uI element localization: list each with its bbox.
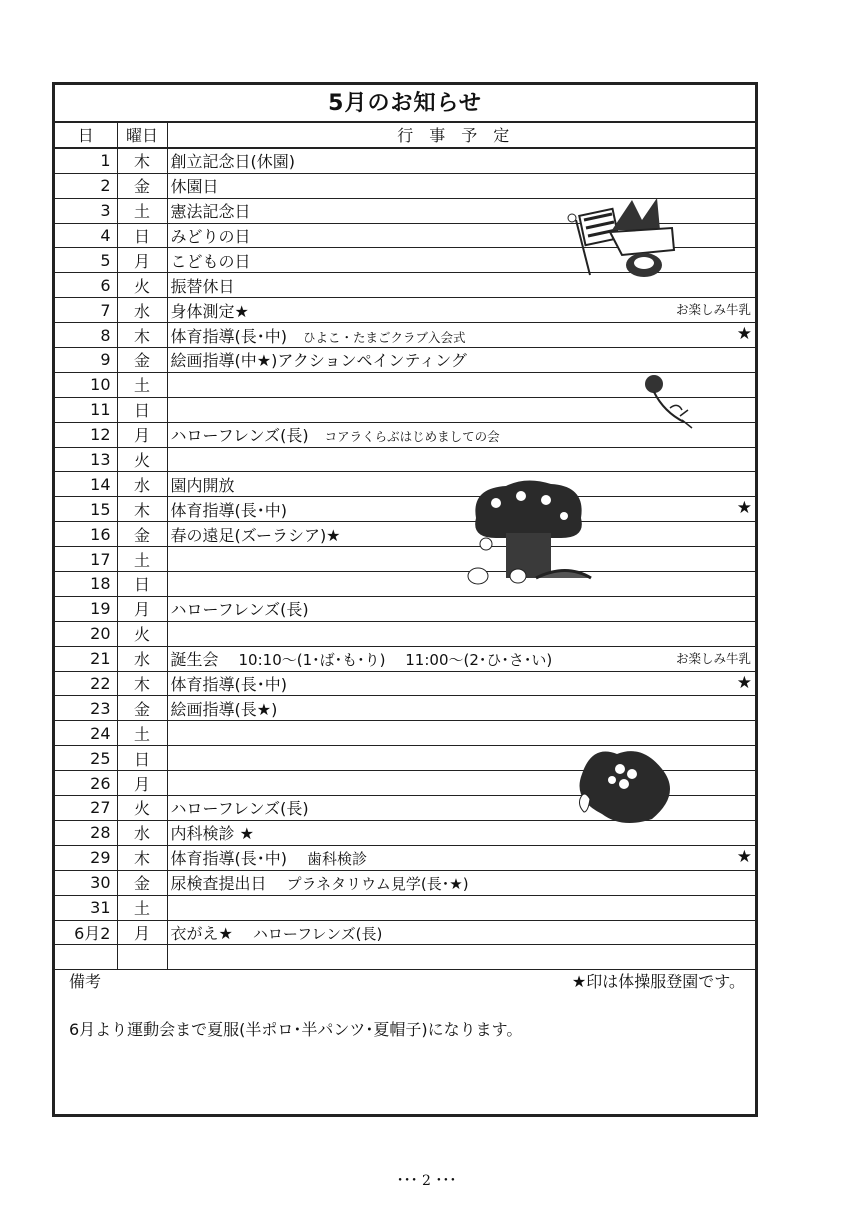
day-cell: 30 (55, 870, 117, 895)
table-row (55, 497, 755, 522)
table-row (55, 447, 755, 472)
event-extra: ひよこ・たまごクラブ入会式 (303, 329, 466, 345)
event-text: 衣がえ★ (170, 923, 233, 943)
event-text: ハローフレンズ(長) (170, 799, 309, 819)
event-note: お楽しみ牛乳 (675, 650, 751, 666)
notes-label: 備考 (69, 972, 102, 991)
day-cell: 12 (55, 422, 117, 447)
day-cell: 2 (55, 173, 117, 198)
day-cell: 6 (55, 273, 117, 298)
day-cell: 1 (55, 148, 117, 173)
weekday-cell: 日 (117, 223, 167, 248)
event-text: みどりの日 (170, 227, 251, 246)
event-text: ハローフレンズ(長) (170, 426, 309, 446)
day-cell: 14 (55, 472, 117, 497)
page-title: 5月のお知らせ (55, 85, 755, 123)
table-row (55, 547, 755, 572)
weekday-cell: 土 (117, 372, 167, 397)
event-cell (167, 621, 755, 646)
event-cell (167, 696, 755, 721)
table-row (55, 696, 755, 721)
event-text: 身体測定★ (170, 301, 249, 321)
event-cell (167, 596, 755, 621)
weekday-cell: 金 (117, 173, 167, 198)
day-cell: 31 (55, 895, 117, 920)
event-text: 尿検査提出日 (170, 874, 267, 894)
event-extra: プラネタリウム見学(長･★) (286, 875, 469, 894)
event-note: お楽しみ牛乳 (675, 302, 751, 318)
event-cell (167, 845, 755, 870)
event-cell (167, 572, 755, 597)
weekday-cell: 土 (117, 895, 167, 920)
day-cell: 10 (55, 372, 117, 397)
star-mark: ★ (736, 846, 752, 867)
event-extra: コアラくらぶはじめましての会 (324, 429, 500, 445)
tree-animals-illustration (466, 478, 596, 593)
day-cell (55, 945, 117, 970)
table-row (55, 522, 755, 547)
event-cell (167, 920, 755, 945)
event-cell (167, 497, 755, 522)
event-text: 絵画指導(長★) (170, 699, 278, 719)
event-extra: ハローフレンズ(長) (252, 924, 383, 943)
weekday-cell: 月 (117, 596, 167, 621)
table-row (55, 621, 755, 646)
weekday-cell: 火 (117, 621, 167, 646)
weekday-cell: 日 (117, 572, 167, 597)
day-cell: 8 (55, 323, 117, 348)
event-cell (167, 671, 755, 696)
event-text: 体育指導(長･中) (170, 326, 287, 346)
weekday-cell: 水 (117, 472, 167, 497)
table-row (55, 646, 755, 671)
event-text: 休園日 (170, 177, 219, 197)
weekday-cell: 火 (117, 796, 167, 821)
weekday-cell: 水 (117, 820, 167, 845)
weekday-cell: 木 (117, 671, 167, 696)
table-row (55, 572, 755, 597)
day-cell: 17 (55, 547, 117, 572)
weekday-cell: 土 (117, 198, 167, 223)
table-row (55, 870, 755, 895)
day-cell: 5 (55, 248, 117, 273)
event-cell (167, 447, 755, 472)
weekday-cell: 日 (117, 397, 167, 422)
event-text: 園内開放 (170, 475, 235, 495)
event-extra: 10:10～(1･ば･も･り) 11:00～(2･ひ･さ･い) (238, 651, 553, 670)
weekday-cell: 木 (117, 148, 167, 173)
table-row (55, 298, 755, 323)
header-day: 日 (55, 123, 117, 148)
day-cell: 13 (55, 447, 117, 472)
page-number: ･･･ 2 ･･･ (396, 1173, 457, 1189)
day-cell: 18 (55, 572, 117, 597)
notes-body: 6月より運動会まで夏服(半ポロ･半パンツ･夏帽子)になります。 (69, 1020, 523, 1039)
event-cell (167, 646, 755, 671)
table-row (55, 148, 755, 173)
kabuto-helmet-illustration (562, 190, 682, 285)
weekday-cell: 火 (117, 447, 167, 472)
day-cell: 7 (55, 298, 117, 323)
event-text: 創立記念日(休園) (170, 152, 295, 172)
event-text: 体育指導(長･中) (170, 500, 287, 520)
weekday-cell: 金 (117, 348, 167, 373)
table-row (55, 945, 755, 970)
day-cell: 29 (55, 845, 117, 870)
header-weekday: 曜日 (117, 123, 167, 148)
weekday-cell: 日 (117, 746, 167, 771)
star-mark: ★ (736, 672, 752, 693)
event-text: 誕生会 (170, 650, 219, 670)
star-mark: ★ (736, 324, 752, 345)
table-row (55, 671, 755, 696)
weekday-cell: 月 (117, 771, 167, 796)
event-text: 絵画指導(中★)アクションペインティング (170, 351, 467, 371)
day-cell: 4 (55, 223, 117, 248)
event-cell (167, 522, 755, 547)
day-cell: 6月2 (55, 920, 117, 945)
weekday-cell: 月 (117, 920, 167, 945)
table-row (55, 472, 755, 497)
day-cell: 22 (55, 671, 117, 696)
weekday-cell: 金 (117, 870, 167, 895)
day-cell: 9 (55, 348, 117, 373)
day-cell: 23 (55, 696, 117, 721)
weekday-cell: 木 (117, 497, 167, 522)
weekday-cell: 月 (117, 422, 167, 447)
day-cell: 15 (55, 497, 117, 522)
event-cell (167, 870, 755, 895)
day-cell: 11 (55, 397, 117, 422)
weekday-cell: 金 (117, 696, 167, 721)
table-row (55, 721, 755, 746)
table-header (55, 123, 755, 148)
table-row (55, 845, 755, 870)
event-cell (167, 547, 755, 572)
event-cell (167, 472, 755, 497)
event-text: 体育指導(長･中) (170, 675, 287, 695)
day-cell: 19 (55, 596, 117, 621)
day-cell: 26 (55, 771, 117, 796)
weekday-cell: 木 (117, 323, 167, 348)
weekday-cell: 土 (117, 721, 167, 746)
day-cell: 27 (55, 796, 117, 821)
weekday-cell: 月 (117, 248, 167, 273)
star-mark: ★ (736, 498, 752, 519)
weekday-cell: 水 (117, 646, 167, 671)
table-row (55, 920, 755, 945)
weekday-cell: 水 (117, 298, 167, 323)
event-cell (167, 323, 755, 348)
weekday-cell: 土 (117, 547, 167, 572)
table-row (55, 596, 755, 621)
flower-illustration (640, 372, 700, 437)
table-row (55, 895, 755, 920)
weekday-cell: 木 (117, 845, 167, 870)
day-cell: 16 (55, 522, 117, 547)
event-text: ハローフレンズ(長) (170, 600, 309, 620)
day-cell: 3 (55, 198, 117, 223)
event-text: 内科検診 ★ (170, 824, 254, 844)
weekday-cell: 火 (117, 273, 167, 298)
strawberry-illustration (572, 744, 682, 829)
day-cell: 25 (55, 746, 117, 771)
event-text: こどもの日 (170, 251, 251, 271)
star-note: ★印は体操服登園です。 (571, 972, 745, 991)
weekday-cell: 金 (117, 522, 167, 547)
event-text: 憲法記念日 (170, 202, 251, 222)
day-cell: 21 (55, 646, 117, 671)
weekday-cell (117, 945, 167, 970)
event-cell (167, 895, 755, 920)
event-cell (167, 348, 755, 373)
header-events: 行事予定 (167, 123, 755, 148)
event-cell (167, 298, 755, 323)
event-text: 体育指導(長･中) (170, 849, 287, 869)
day-cell: 20 (55, 621, 117, 646)
event-extra: 歯科検診 (307, 850, 368, 869)
event-cell (167, 721, 755, 746)
event-text: 振替休日 (170, 276, 235, 296)
event-text: 春の遠足(ズーラシア)★ (170, 525, 341, 545)
event-cell (167, 148, 755, 173)
day-cell: 24 (55, 721, 117, 746)
table-row (55, 323, 755, 348)
table-row (55, 348, 755, 373)
day-cell: 28 (55, 820, 117, 845)
event-cell (167, 945, 755, 970)
